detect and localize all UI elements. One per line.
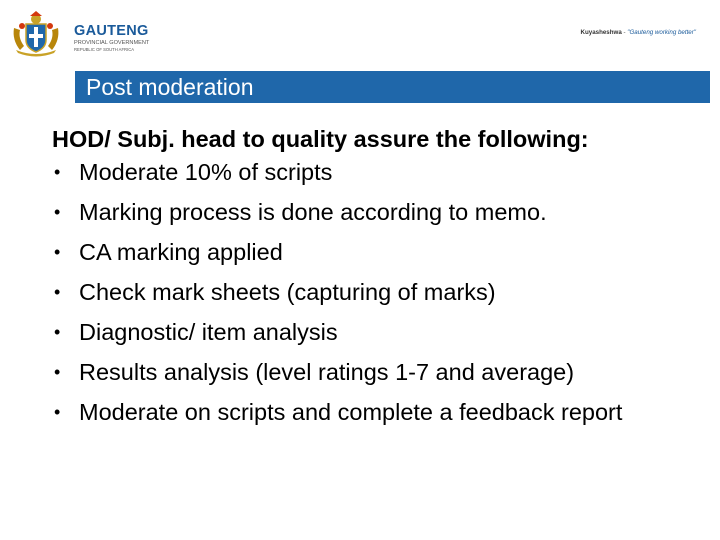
- list-item-text: Diagnostic/ item analysis: [79, 319, 338, 345]
- bullet-list: [52, 157, 712, 427]
- list-item: [52, 277, 712, 307]
- list-item-text: Moderate 10% of scripts: [79, 159, 333, 185]
- bullet-icon: •: [54, 202, 61, 222]
- list-item-text: Marking process is done according to memo.: [79, 199, 547, 225]
- tagline-quote: "Gauteng working better": [627, 29, 696, 36]
- content: [52, 121, 712, 437]
- coat-of-arms-icon: [10, 10, 62, 58]
- brand-country: REPUBLIC OF SOUTH AFRICA: [74, 47, 135, 52]
- list-item: [52, 357, 712, 387]
- tagline-bold: Kuyasheshwa: [580, 29, 622, 36]
- bullet-icon: •: [54, 322, 61, 342]
- bullet-icon: •: [54, 242, 61, 262]
- brand-subtitle: PROVINCIAL GOVERNMENT: [74, 40, 150, 46]
- list-item-text: Check mark sheets (capturing of marks): [79, 279, 496, 305]
- tagline-separator: -: [621, 29, 628, 36]
- slide-title: Post moderation: [86, 74, 254, 100]
- list-item: [52, 237, 712, 267]
- bullet-icon: •: [54, 282, 61, 302]
- brand-block: [74, 24, 149, 53]
- bullet-icon: •: [54, 402, 61, 422]
- list-item: [52, 197, 712, 227]
- list-item-text: Moderate on scripts and complete a feedback report: [79, 399, 623, 425]
- list-item-text: CA marking applied: [79, 239, 283, 265]
- bullet-icon: •: [54, 162, 61, 182]
- list-item: [52, 397, 712, 427]
- title-bar: [75, 71, 710, 103]
- list-item: [52, 157, 712, 187]
- tagline: [581, 29, 697, 36]
- list-item-text: Results analysis (level ratings 1-7 and average): [79, 359, 575, 385]
- brand-name: GAUTENG: [74, 23, 149, 39]
- list-item: [52, 317, 712, 347]
- content-heading: HOD/ Subj. head to quality assure the following:: [52, 126, 589, 152]
- bullet-icon: •: [54, 362, 61, 382]
